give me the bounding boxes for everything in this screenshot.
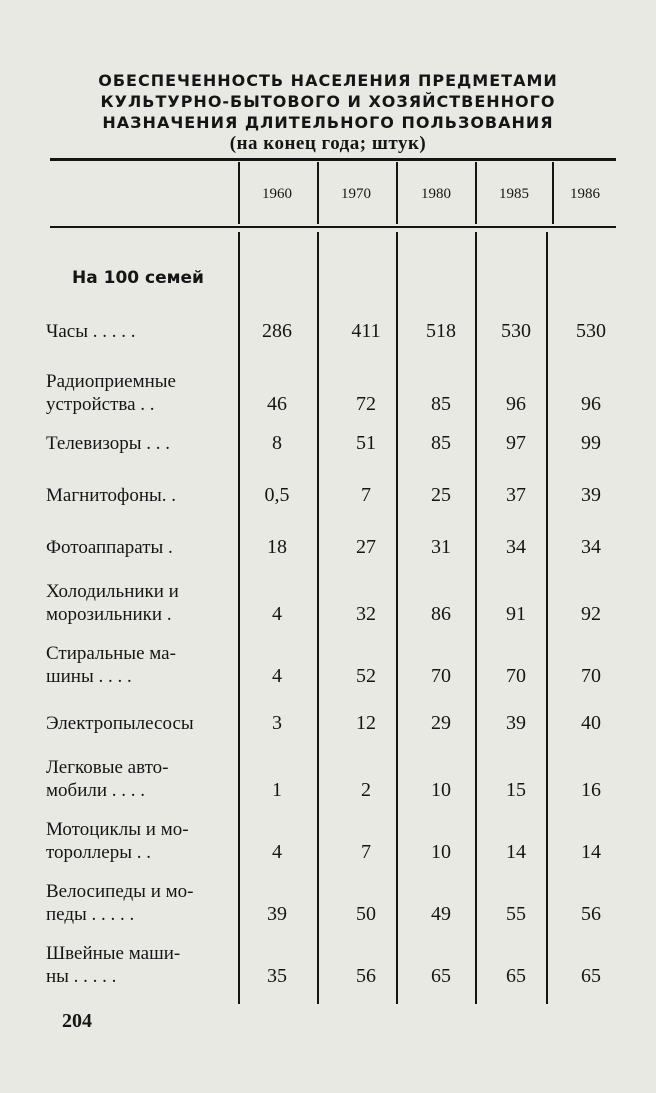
- page-number: 204: [62, 1010, 92, 1032]
- row-label-line: мобили . . . .: [46, 780, 146, 801]
- row-label-line: Швейные маши-: [46, 943, 181, 964]
- row-label-line: Магнитофоны. .: [46, 485, 177, 506]
- row-label: [46, 580, 236, 626]
- row-label-line: тороллеры . .: [46, 842, 151, 863]
- table-cell: 40: [581, 712, 601, 734]
- table-cell: 97: [506, 432, 526, 454]
- table-cell: 50: [356, 903, 376, 925]
- row-label: [46, 756, 236, 802]
- header-column-divider: [238, 162, 240, 224]
- table-cell: 530: [501, 320, 531, 342]
- title-line-1: ОБЕСПЕЧЕННОСТЬ НАСЕЛЕНИЯ ПРЕДМЕТАМИ: [98, 71, 558, 90]
- table-cell: 4: [272, 603, 282, 625]
- table-cell: 518: [426, 320, 456, 342]
- table-cell: 56: [356, 965, 376, 987]
- table-cell: 96: [506, 393, 526, 415]
- title-line-3: НАЗНАЧЕНИЯ ДЛИТЕЛЬНОГО ПОЛЬЗОВАНИЯ: [102, 113, 554, 132]
- row-label: [46, 942, 236, 988]
- table-cell: 18: [267, 536, 287, 558]
- row-label-line: Радиоприемные: [46, 371, 176, 392]
- row-label-line: Часы . . . . .: [46, 321, 136, 342]
- table-cell: 35: [267, 965, 287, 987]
- row-label-line: Стиральные ма-: [46, 643, 176, 664]
- row-label: [46, 536, 236, 559]
- table-cell: 29: [431, 712, 451, 734]
- table-cell: 39: [506, 712, 526, 734]
- table-cell: 39: [267, 903, 287, 925]
- table-cell: 0,5: [264, 484, 290, 506]
- row-label: [46, 818, 236, 864]
- row-label-line: морозильники .: [46, 604, 172, 625]
- table-cell: 1: [272, 779, 282, 801]
- row-label-line: Велосипеды и мо-: [46, 881, 194, 902]
- row-label-line: ны . . . . .: [46, 966, 117, 987]
- table-cell: 4: [272, 841, 282, 863]
- row-label-line: устройства . .: [46, 394, 155, 415]
- header-top-rule: [50, 158, 616, 161]
- row-label-line: педы . . . . .: [46, 904, 135, 925]
- table-cell: 46: [267, 393, 287, 415]
- table-cell: 34: [506, 536, 526, 558]
- year-header: 1980: [421, 186, 451, 202]
- table-cell: 27: [356, 536, 376, 558]
- row-label-line: шины . . . .: [46, 666, 132, 687]
- table-cell: 286: [262, 320, 292, 342]
- table-cell: 25: [431, 484, 451, 506]
- table-cell: 411: [351, 320, 381, 342]
- table-cell: 85: [431, 432, 451, 454]
- title-subtitle: (на конец года; штук): [229, 133, 427, 154]
- table-cell: 52: [356, 665, 376, 687]
- year-header: 1970: [341, 186, 371, 202]
- table-cell: 32: [356, 603, 376, 625]
- table-cell: 8: [272, 432, 282, 454]
- table-cell: 92: [581, 603, 601, 625]
- row-label: [46, 642, 236, 688]
- table-cell: 99: [581, 432, 601, 454]
- section-label: На 100 семей: [72, 268, 204, 288]
- table-cell: 31: [431, 536, 451, 558]
- table-cell: 51: [356, 432, 376, 454]
- year-header: 1985: [499, 186, 529, 202]
- table-cell: 34: [581, 536, 601, 558]
- table-cell: 70: [581, 665, 601, 687]
- row-label: [46, 320, 236, 343]
- year-header: 1986: [570, 186, 600, 202]
- table-cell: 85: [431, 393, 451, 415]
- header-column-divider: [317, 162, 319, 224]
- table-cell: 15: [506, 779, 526, 801]
- table-cell: 4: [272, 665, 282, 687]
- table-cell: 49: [431, 903, 451, 925]
- table-cell: 16: [581, 779, 601, 801]
- row-label-line: Холодильники и: [46, 581, 179, 602]
- row-label: [46, 432, 236, 455]
- body-column-divider: [317, 232, 319, 1004]
- table-cell: 37: [506, 484, 526, 506]
- table-cell: 91: [506, 603, 526, 625]
- row-label-line: Телевизоры . . .: [46, 433, 171, 454]
- table-cell: 530: [576, 320, 606, 342]
- table-cell: 65: [431, 965, 451, 987]
- table-cell: 96: [581, 393, 601, 415]
- row-label-line: Фотоаппараты .: [46, 537, 173, 558]
- table-cell: 7: [361, 841, 371, 863]
- title-line-2: КУЛЬТУРНО-БЫТОВОГО И ХОЗЯЙСТВЕННОГО: [100, 92, 556, 111]
- year-header: 1960: [262, 186, 292, 202]
- table-cell: 65: [581, 965, 601, 987]
- table-cell: 10: [431, 779, 451, 801]
- table-cell: 56: [581, 903, 601, 925]
- table-cell: 72: [356, 393, 376, 415]
- table-cell: 86: [431, 603, 451, 625]
- table-cell: 70: [506, 665, 526, 687]
- row-label-line: Легковые авто-: [46, 757, 169, 778]
- table-cell: 10: [431, 841, 451, 863]
- row-label-line: Мотоциклы и мо-: [46, 819, 189, 840]
- header-column-divider: [396, 162, 398, 224]
- table-cell: 65: [506, 965, 526, 987]
- header-bottom-rule: [50, 226, 616, 228]
- table-cell: 55: [506, 903, 526, 925]
- header-column-divider: [475, 162, 477, 224]
- table-title: [0, 70, 656, 154]
- body-column-divider: [238, 232, 240, 1004]
- row-label: [46, 370, 236, 416]
- table-cell: 14: [581, 841, 601, 863]
- table-cell: 7: [361, 484, 371, 506]
- table-cell: 3: [272, 712, 282, 734]
- table-cell: 2: [361, 779, 371, 801]
- table-cell: 70: [431, 665, 451, 687]
- row-label: [46, 880, 236, 926]
- table-cell: 12: [356, 712, 376, 734]
- row-label-line: Электропылесосы: [46, 713, 194, 734]
- table-cell: 14: [506, 841, 526, 863]
- row-label: [46, 712, 236, 735]
- row-label: [46, 484, 236, 507]
- table-cell: 39: [581, 484, 601, 506]
